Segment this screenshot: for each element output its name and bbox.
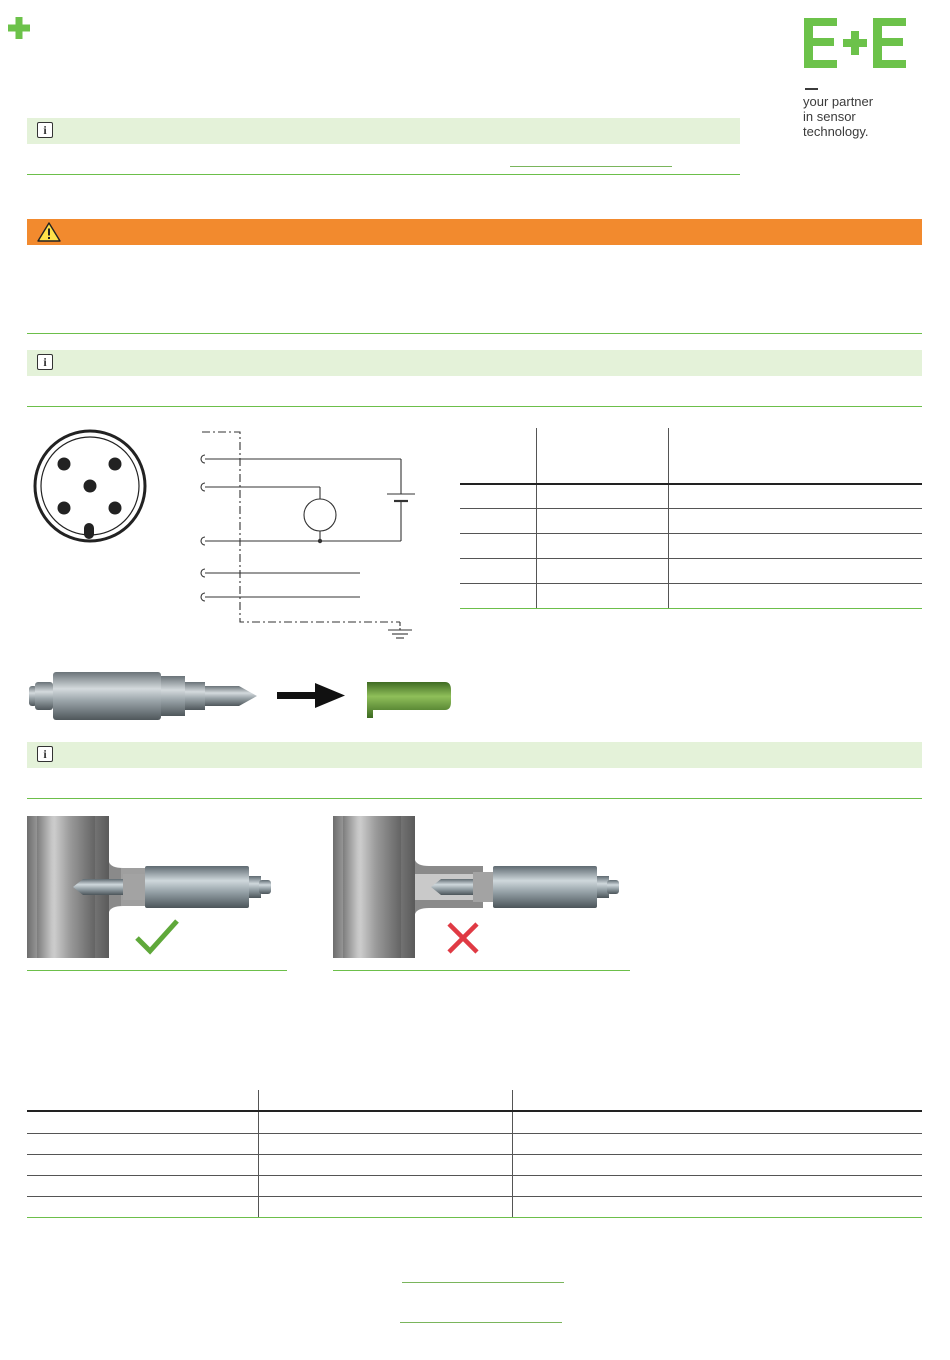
plus-icon [8,17,30,39]
cross-icon [449,924,477,952]
divider [27,333,922,334]
table-row [460,508,922,509]
link-underline-1[interactable] [510,166,672,167]
table-column-divider [668,428,669,608]
divider [333,970,630,971]
connector-pinout-diagram [32,428,148,544]
table-header-rule [27,1110,922,1112]
divider [27,174,740,175]
info-bar-3 [27,742,922,768]
tagline-line-3: technology. [803,124,869,139]
table-row [27,1154,922,1155]
info-bar-2 [27,350,922,376]
tagline-line-1: your partner [803,94,874,109]
footer-link-underline-1[interactable] [402,1282,564,1283]
table-header-rule [460,483,922,485]
warning-bar [27,219,922,245]
table-row [460,583,922,584]
logo-dash [805,88,818,90]
check-icon [137,921,177,951]
divider [27,970,287,971]
info-icon: i [37,354,53,370]
info-icon: i [37,122,53,138]
table-row [27,1175,922,1176]
wiring-diagram [195,425,420,643]
divider [27,406,922,407]
table-bottom-rule [460,608,922,609]
ee-logo-mark [803,17,923,69]
table-row [27,1133,922,1134]
table-row [27,1196,922,1197]
table-column-divider [536,428,537,608]
info-bar-1 [27,118,740,144]
footer-link-underline-2[interactable] [400,1322,562,1323]
mounting-wrong-illustration [333,816,633,958]
logo-tagline [803,94,925,139]
probe-cap-illustration [27,668,457,724]
table-bottom-rule [27,1217,922,1218]
tagline-line-2: in sensor [803,109,856,124]
mounting-correct-illustration [27,816,287,958]
table-row [460,558,922,559]
table-row [460,533,922,534]
divider [27,798,922,799]
info-icon: i [37,746,53,762]
brand-logo [803,17,925,139]
arrow-right-icon [277,683,345,708]
warning-triangle-icon [37,222,61,242]
